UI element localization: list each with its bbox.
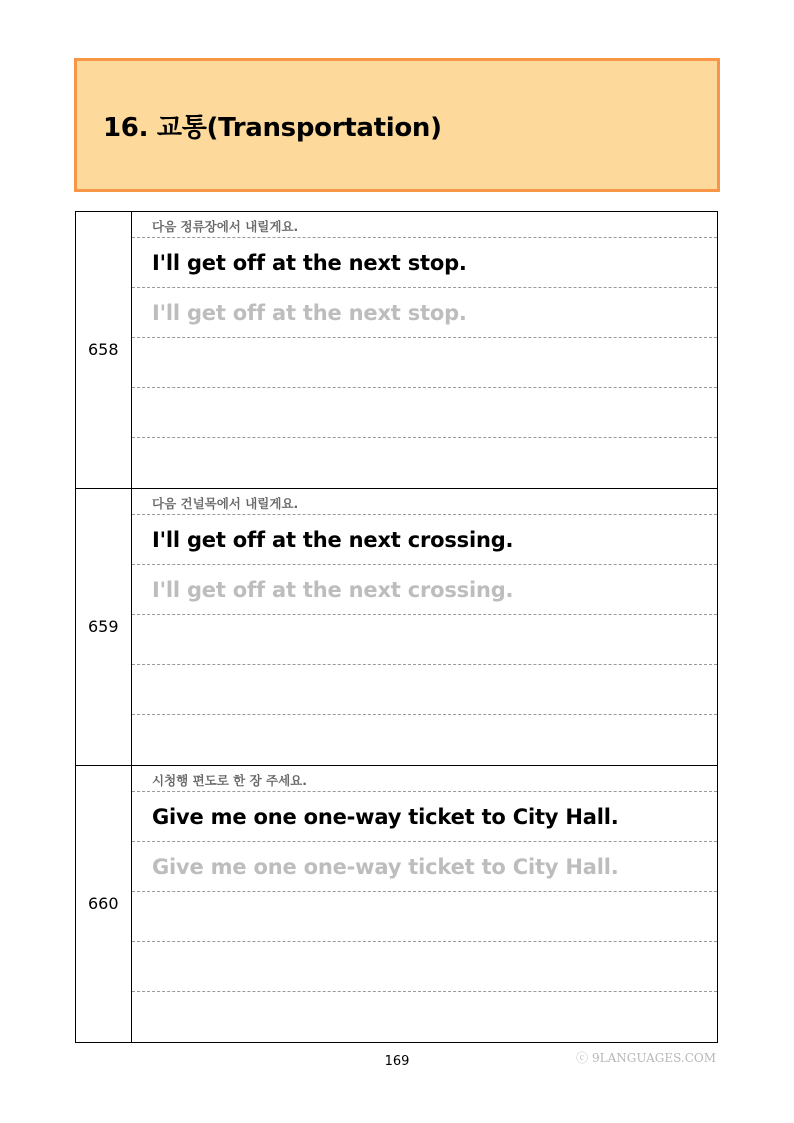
entry-number: 658: [88, 340, 119, 359]
writing-lines: [132, 766, 717, 1042]
korean-sentence: 시청행 편도로 한 장 주세요.: [152, 773, 307, 788]
title-box: [74, 58, 720, 192]
english-row: [132, 515, 717, 565]
entry-number-cell: [76, 489, 132, 765]
blank-writing-line: [132, 665, 717, 715]
entry-660: [76, 766, 717, 1042]
blank-writing-line: [132, 438, 717, 488]
blank-writing-line: [132, 715, 717, 765]
trace-row: [132, 288, 717, 338]
english-sentence: I'll get off at the next crossing.: [152, 528, 514, 552]
trace-row: [132, 842, 717, 892]
entry-659: [76, 489, 717, 766]
korean-row: [132, 212, 717, 238]
trace-sentence: I'll get off at the next stop.: [152, 301, 467, 325]
trace-sentence: Give me one one-way ticket to City Hall.: [152, 855, 619, 879]
blank-writing-line: [132, 338, 717, 388]
blank-writing-line: [132, 615, 717, 665]
blank-writing-line: [132, 992, 717, 1042]
page-number: 169: [384, 1054, 410, 1069]
blank-writing-line: [132, 388, 717, 438]
entry-number-cell: [76, 212, 132, 488]
english-row: [132, 238, 717, 288]
blank-writing-line: [132, 892, 717, 942]
entry-number-cell: [76, 766, 132, 1042]
english-sentence: I'll get off at the next stop.: [152, 251, 467, 275]
korean-row: [132, 489, 717, 515]
korean-sentence: 다음 정류장에서 내릴게요.: [152, 219, 299, 234]
entry-number: 659: [88, 617, 119, 636]
english-sentence: Give me one one-way ticket to City Hall.: [152, 805, 619, 829]
practice-table: [75, 211, 718, 1043]
entry-658: [76, 212, 717, 489]
trace-sentence: I'll get off at the next crossing.: [152, 578, 514, 602]
entry-number: 660: [88, 894, 119, 913]
writing-lines: [132, 212, 717, 488]
korean-sentence: 다음 건널목에서 내릴게요.: [152, 496, 299, 511]
writing-lines: [132, 489, 717, 765]
copyright-notice: ⓒ 9LANGUAGES.COM: [576, 1051, 716, 1065]
trace-row: [132, 565, 717, 615]
korean-row: [132, 766, 717, 792]
page-title: 16. 교통(Transportation): [103, 113, 442, 143]
english-row: [132, 792, 717, 842]
blank-writing-line: [132, 942, 717, 992]
